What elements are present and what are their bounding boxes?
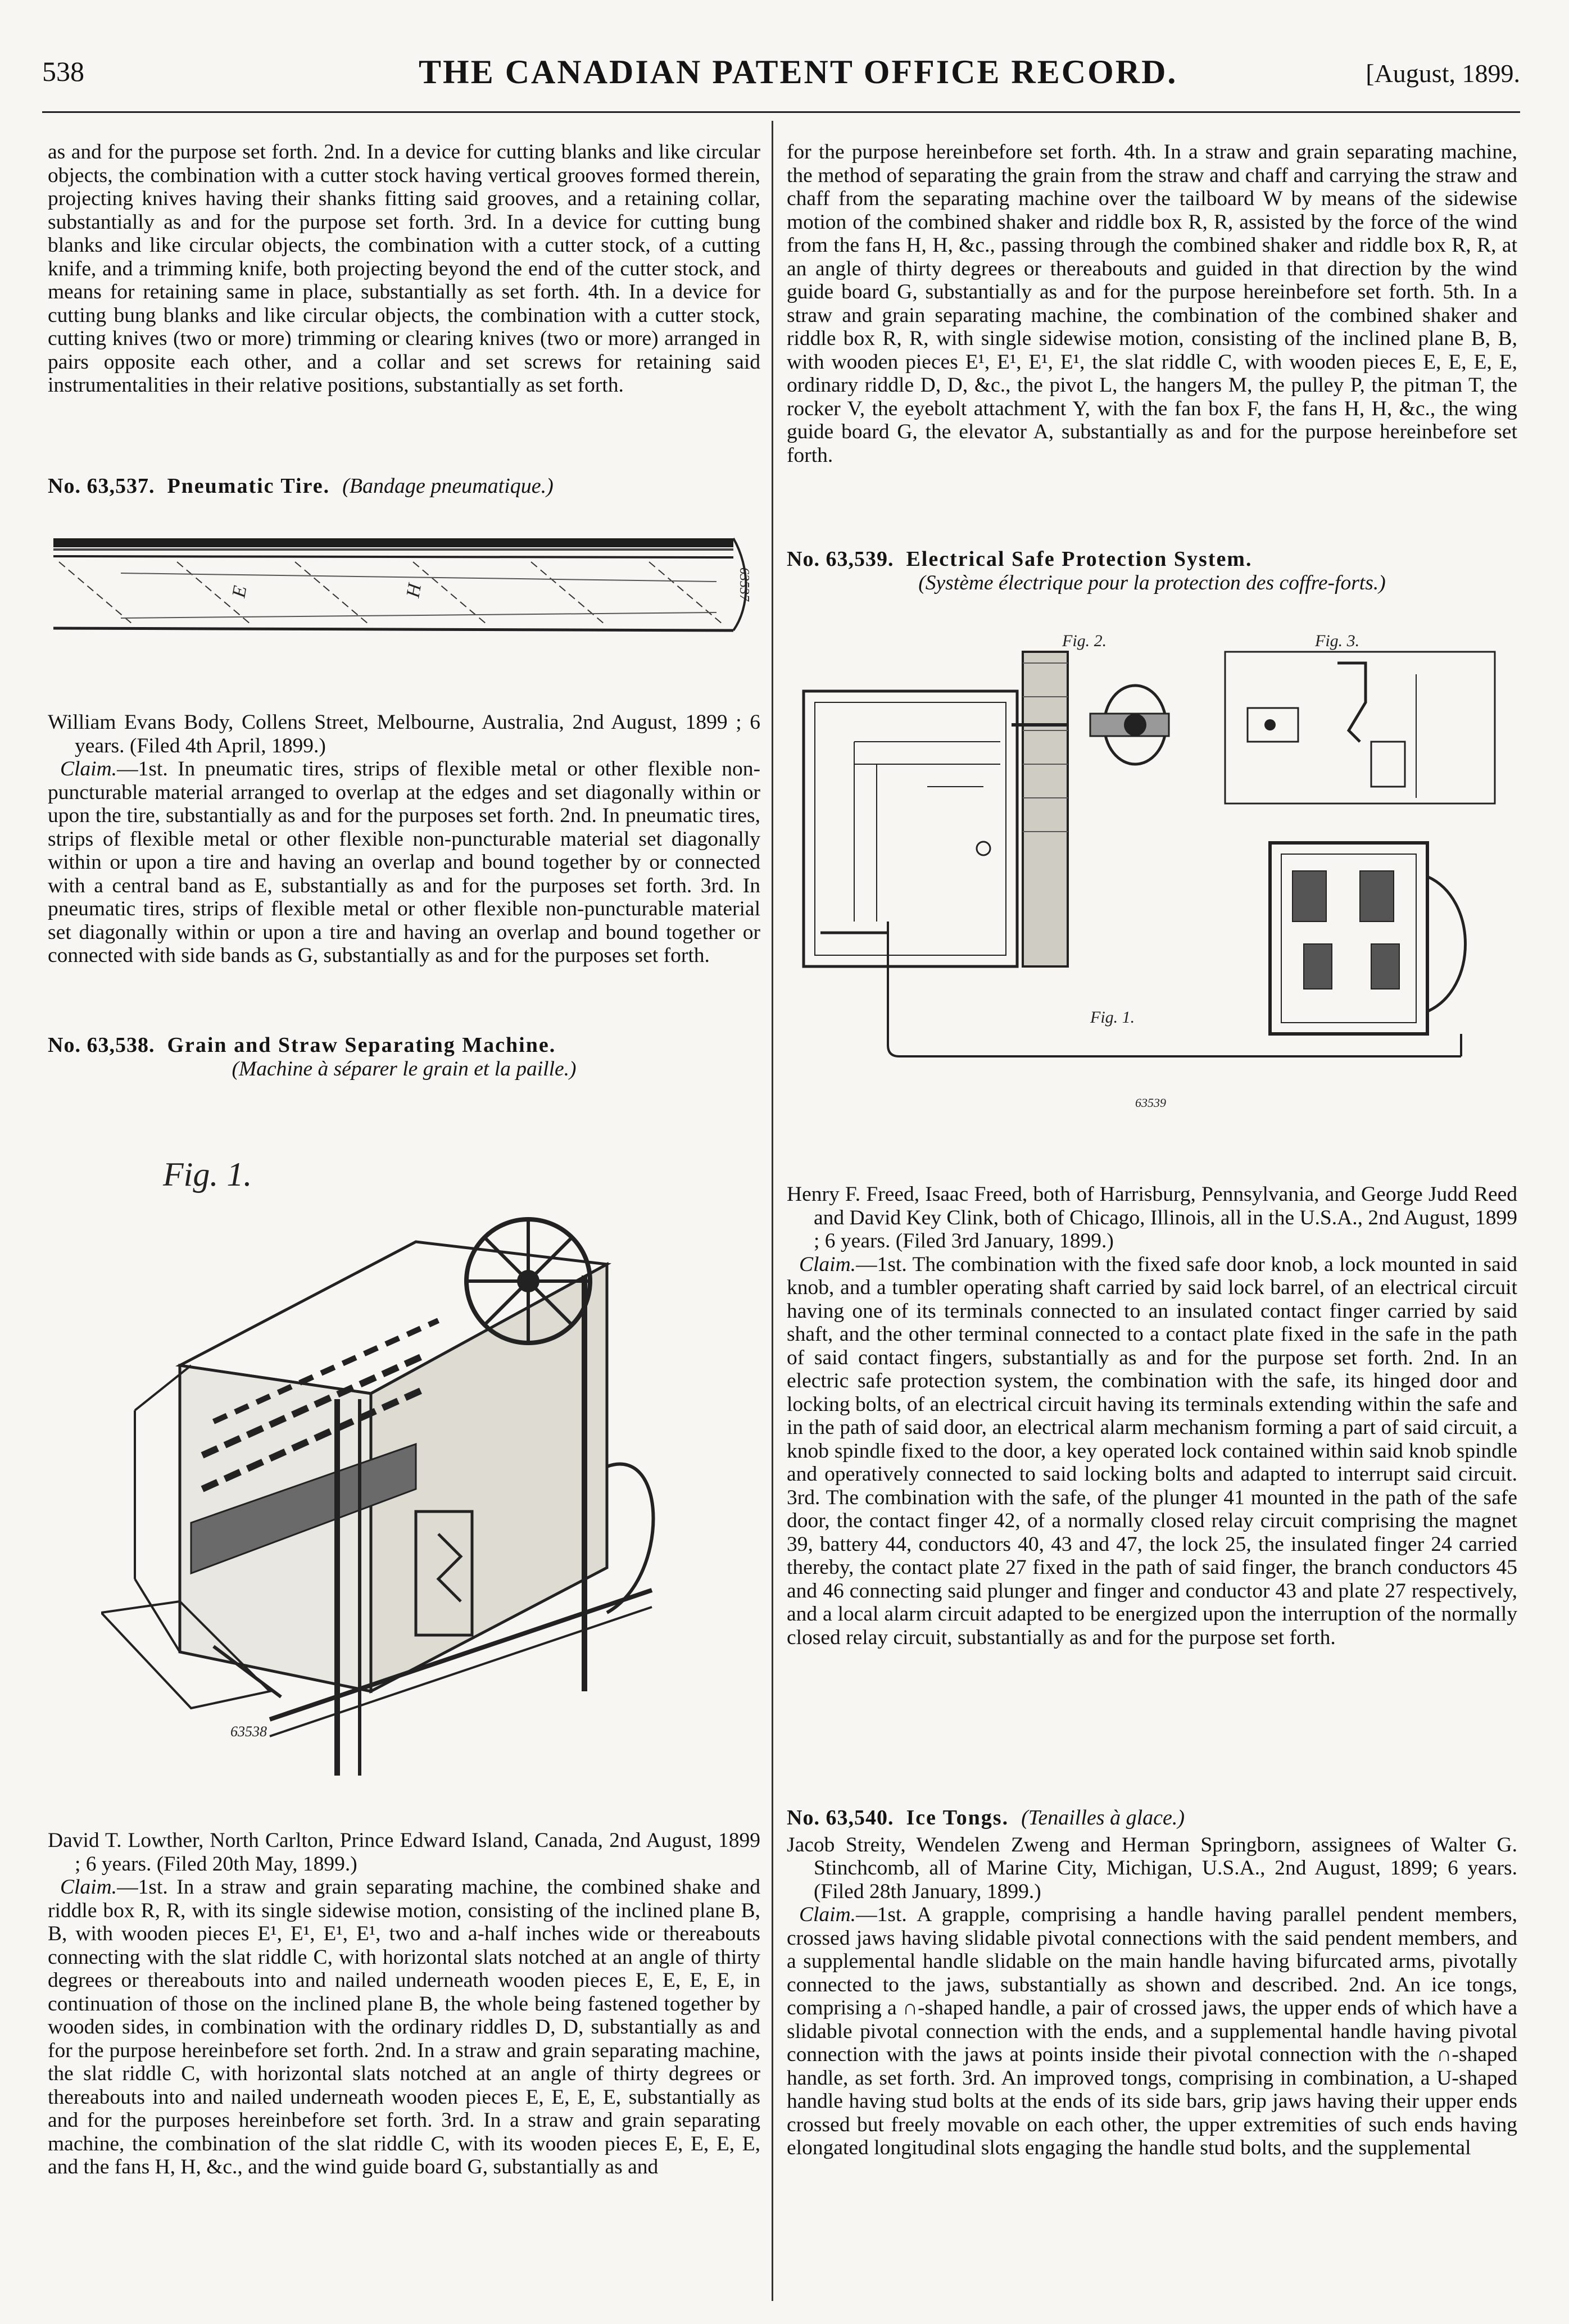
patent-63537-heading-block bbox=[48, 475, 760, 498]
patent-63537-claims bbox=[48, 757, 760, 968]
patent-63538-french-title: (Machine à séparer le grain et la paille.) bbox=[232, 1057, 577, 1081]
patent-63539-claims bbox=[787, 1253, 1517, 1650]
patent-63538-claims bbox=[48, 1876, 760, 2179]
tire-letter-e: E bbox=[228, 584, 251, 600]
patent-63538-title: Grain and Straw Separating Machine. bbox=[167, 1033, 556, 1057]
patent-63539-claim-label: Claim. bbox=[799, 1252, 856, 1276]
patent-63537-body bbox=[48, 711, 760, 968]
page-header bbox=[42, 55, 1520, 100]
patent-63537-inventor: William Evans Body, Collens Street, Melbourne, Australia, 2nd August, 1899 ; 6 years. (Filed 4th April, 1899.) bbox=[48, 711, 760, 757]
patent-63538-inventor: David T. Lowther, North Carlton, Prince Edward Island, Canada, 2nd August, 1899 ; 6 years. (Filed 20th May, 1899.) bbox=[48, 1829, 760, 1876]
patent-63540-french-title: (Tenailles à glace.) bbox=[1021, 1806, 1185, 1830]
patent-63540-heading bbox=[787, 1806, 1517, 1830]
patent-63540-claims bbox=[787, 1903, 1517, 2160]
separator-fig-label: Fig. 1. bbox=[163, 1156, 252, 1193]
left-continuation bbox=[48, 140, 760, 397]
tire-letter-h: H bbox=[402, 582, 426, 600]
patent-63540-claim-text: —1st. A grapple, comprising a handle having parallel pendent members, crossed jaws having slidable pivotal connections with the said pendent members, and a supplemental handle slidable on the main handle having bifurcated arms, pivotally connected to the jaws, substantially as shown and described. 2nd. An ice tongs, comprising a ∩-shaped handle, a pair of crossed jaws, the upper ends of which have a slidable pivotal connection with the ends, and a supplemental handle having pivotal connection with the jaws at points inside their pivotal connection with the ∩-shaped handle, as set forth. 3rd. An improved tongs, comprising in combination, a U-shaped handle having stud bolts at the ends of its side bars, grip jaws having their upper ends crossed but freely movable on each other, the upper extremities of such ends having elongated longitudinal slots engaging the handle stud bolts, and the supplemental bbox=[787, 1903, 1517, 2159]
patent-63538-claim-label: Claim. bbox=[60, 1876, 117, 1899]
patent-63537-claim-text: —1st. In pneumatic tires, strips of flexible metal or other flexible non-puncturable material arranged to overlap at the edges and set diagonally within or upon the tire, substantially as and for the purposes set forth. 2nd. In pneumatic tires, strips of flexible metal or other flexible non-puncturable material set diagonally within or upon a tire and having an overlap and bound together by or connected with a central band as E, substantially as and for the purposes set forth. 3rd. In pneumatic tires, strips of flexible metal or other flexible non-puncturable material set diagonally within or upon a tire and having an overlap and bound together or connected with side bands as G, substantially as and for the purposes set forth. bbox=[48, 757, 760, 967]
patent-63537-heading bbox=[48, 475, 760, 498]
patent-63539-inventor: Henry F. Freed, Isaac Freed, both of Harrisburg, Pennsylvania, and George Judd Reed and David Key Clink, both of Chicago, Illinois, all in the U.S.A., 2nd August, 1899 ; 6 years. (Filed 3rd January, 1899.) bbox=[787, 1183, 1518, 1252]
grain-separator-figure bbox=[101, 1129, 708, 1804]
patent-63540-claim-label: Claim. bbox=[799, 1903, 856, 1926]
safe-figure-number: 63539 bbox=[1135, 1096, 1166, 1110]
patent-63538-claim-text: —1st. In a straw and grain separating machine, the combined shake and riddle box R, R, with its single sidewise motion, consisting of the inclined plane B, B, with wooden pieces E¹, E¹, E¹, E¹, two and a-half inches wide or thereabouts connecting with the slat riddle C, with horizontal slats notched at an angle of thirty degrees or thereabouts into and nailed underneath wooden pieces E, E, E, E, in continuation of those on the inclined plane B, the whole being fastened together by wooden sides, in combination with the ordinary riddles D, D, substantially as and for the purpose hereinbefore set forth. 2nd. In a straw and grain separating machine, the slat riddle C, with horizontal slats notched at an angle of thirty degrees or thereabouts into and nailed underneath wooden pieces E, E, E, E, substantially as and for the purposes hereinbefore set forth. 3rd. In a straw and grain separating machine, the combination of the slat riddle C, with its wooden pieces E, E, E, E, and the fans H, H, &c., and the wind guide board G, substantially as and bbox=[48, 1876, 760, 2178]
patent-63540-section bbox=[787, 1806, 1517, 2160]
patent-63539-heading-block bbox=[787, 548, 1517, 594]
patent-63538-number: No. 63,538. bbox=[48, 1033, 155, 1057]
pneumatic-tire-figure bbox=[53, 534, 756, 646]
right-continuation bbox=[787, 140, 1517, 467]
patent-63538-heading bbox=[48, 1034, 760, 1057]
patent-63539-claim-text: —1st. The combination with the fixed safe door knob, a lock mounted in said knob, and a tumbler operating shaft carried by said lock barrel, of an electrical circuit having one of its terminals connected to an insulated contact finger carried by said shaft, and the other terminal connected to a contact plate fixed in the safe in the path of said contact fingers, substantially as and for the purpose set forth. 2nd. In an electric safe protection system, the combination with the safe, its hinged door and locking bolts, of an electrical circuit having its terminals extending within the safe and in the path of said door, an electrical alarm mechanism forming a part of said circuit, a knob spindle fixed to the door, a key operated lock contained within said knob spindle and operatively connected to said locking bolts and adapted to interrupt said circuit. 3rd. The combination with the safe, of the plunger 41 mounted in the path of the safe door, the contact finger 42, of a normally closed relay circuit comprising the magnet 39, battery 44, conductors 40, 43 and 47, the lock 25, the insulated finger 24 carried thereby, the contact plate 27 fixed in the path of said finger, the branch conductors 45 and 46 connecting said plunger and finger and conductor 43 and plate 27 respectively, and a local alarm circuit adapted to be energized upon the interruption of the normally closed relay circuit, substantially as and for the purpose set forth. bbox=[787, 1252, 1517, 1649]
patent-63539-french-title: (Système électrique pour la protection des coffre-forts.) bbox=[918, 571, 1386, 594]
patent-63537-title: Pneumatic Tire. bbox=[167, 474, 330, 498]
patent-63538-heading-block bbox=[48, 1034, 760, 1081]
issue-date: [August, 1899. bbox=[1366, 59, 1520, 88]
safe-fig2-label: Fig. 2. bbox=[1062, 632, 1107, 650]
patent-63539-body bbox=[787, 1183, 1517, 1649]
safe-fig1-label: Fig. 1. bbox=[1090, 1008, 1135, 1027]
continuation-claims-text: as and for the purpose set forth. 2nd. In a device for cutting blanks and like circular objects, the combination with a cutter stock having vertical grooves formed therein, projecting knives having their shanks fitting said grooves, and a retaining collar, substantially as and for the purpose set forth. 3rd. In a device for cutting bung blanks and like circular objects, the combination with a cutter stock, of a cutting knife, and a trimming knife, both projecting beyond the end of the cutter stock, and means for retaining same in place, substantially as set forth. 4th. In a device for cutting bung blanks and like circular objects, the combination with a cutter stock, cutting knives (two or more) trimming or clearing knives (two or more) arranged in pairs opposite each other, and a collar and set screws for retaining said instrumentalities in their relative positions, substantially as set forth. bbox=[48, 140, 760, 397]
tire-figure-number: 63537 bbox=[737, 568, 751, 601]
journal-title: THE CANADIAN PATENT OFFICE RECORD. bbox=[419, 53, 1178, 90]
patent-63538-body bbox=[48, 1829, 760, 2179]
continuation-538-text: for the purpose hereinbefore set forth. 4th. In a straw and grain separating machine, the method of separating the grain from the straw and chaff and carrying the straw and chaff from the separating machine over the tailboard W by means of the sidewise motion of the combined shaker and riddle box R, R, assisted by the force of the wind from the fans H, H, &c., passing through the combined shaker and riddle box R, R, at an angle of thirty degrees or thereabouts and guided in that direction by the wind guide board G, substantially as and for the purpose hereinbefore set forth. 5th. In a straw and grain separating machine, the combination of the combined shaker and riddle box R, R, with single sidewise motion, consisting of the inclined plane B, B, with wooden pieces E¹, E¹, E¹, E¹, the slat riddle C, with wooden pieces E, E, E, E, ordinary riddle D, D, &c., the pivot L, the hangers M, the pulley P, the pitman T, the rocker V, the eyebolt attachment Y, with the fan box F, the fans H, H, &c., the wing guide board G, the elevator A, substantially as and for the purpose hereinbefore set forth. bbox=[787, 140, 1517, 467]
column-divider bbox=[772, 121, 773, 2301]
header-rule bbox=[42, 111, 1520, 113]
patent-63537-french-title: (Bandage pneumatique.) bbox=[342, 474, 554, 498]
patent-63540-number: No. 63,540. bbox=[787, 1806, 894, 1830]
patent-63540-title: Ice Tongs. bbox=[906, 1806, 1009, 1830]
patent-63537-number: No. 63,537. bbox=[48, 474, 155, 498]
patent-63539-number: No. 63,539. bbox=[787, 547, 894, 571]
patent-63540-inventor: Jacob Streity, Wendelen Zweng and Herman Springborn, assignees of Walter G. Stinchcomb, all of Marine City, Michigan, U.S.A., 2nd August, 1899; 6 years. (Filed 28th January, 1899.) bbox=[787, 1833, 1517, 1903]
patent-63539-heading bbox=[787, 548, 1517, 571]
safe-fig3-label: Fig. 3. bbox=[1315, 632, 1360, 650]
separator-figure-number: 63538 bbox=[230, 1723, 267, 1740]
safe-protection-figure bbox=[798, 629, 1506, 1113]
patent-63537-claim-label: Claim. bbox=[60, 757, 117, 780]
page-number: 538 bbox=[42, 56, 84, 87]
patent-63539-title: Electrical Safe Protection System. bbox=[906, 547, 1253, 571]
